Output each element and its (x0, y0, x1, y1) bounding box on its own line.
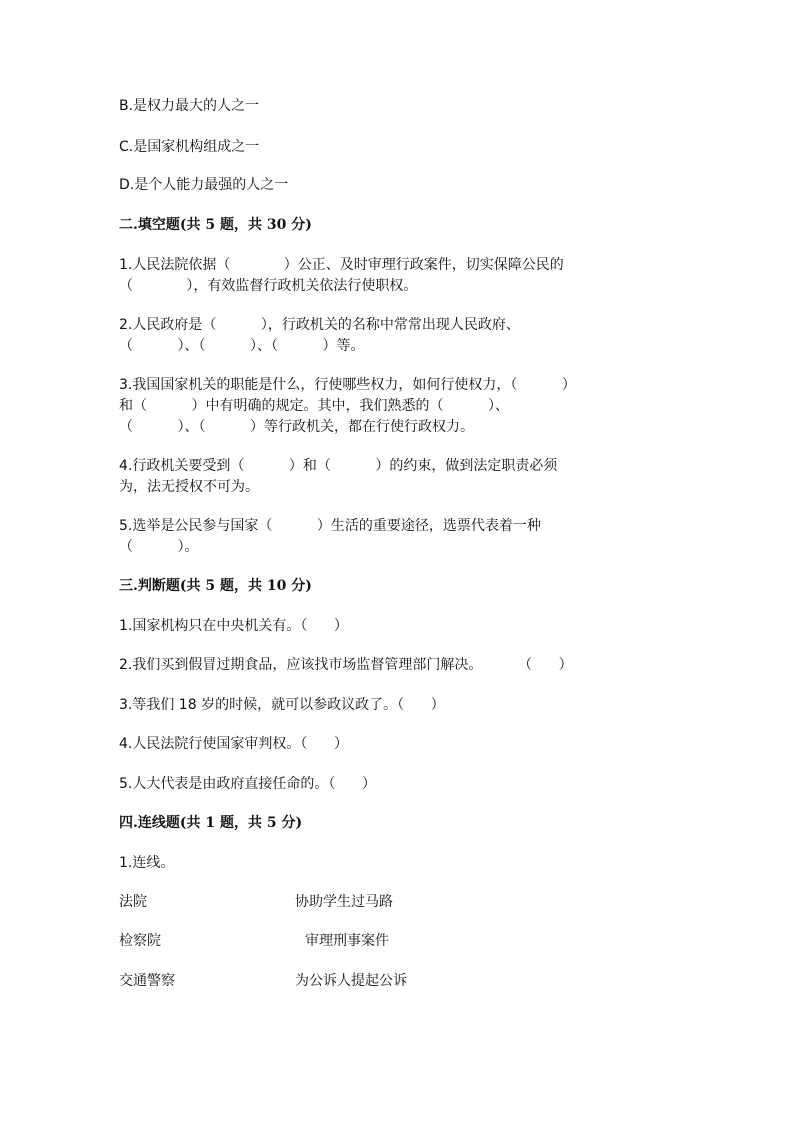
match-right-item: 协助学生过马路 (295, 894, 393, 910)
judge-q1: 1.国家机构只在中央机关有。（ ） (119, 618, 349, 634)
judge-q3: 3.等我们 18 岁的时候，就可以参政议政了。（ ） (119, 697, 445, 713)
match-right-item: 审理刑事案件 (305, 933, 389, 949)
match-right-item: 为公诉人提起公诉 (295, 973, 407, 989)
fill-q4-line1: 4.行政机关要受到（ ）和（ ）的约束，做到法定职责必须 (119, 458, 558, 474)
match-left-item: 检察院 (119, 933, 161, 949)
fill-q3-line1: 3.我国国家机关的职能是什么，行使哪些权力，如何行使权力，（ ） (119, 377, 576, 393)
fill-q3-line2: 和（ ）中有明确的规定。其中，我们熟悉的（ ）、 (119, 398, 510, 414)
judge-q5: 5.人大代表是由政府直接任命的。（ ） (119, 776, 377, 792)
fill-q5-line2: （ ）。 (119, 539, 199, 555)
fill-q1-line1: 1.人民法院依据（ ）公正、及时审理行政案件，切实保障公民的 (119, 257, 564, 273)
fill-q2-line2: （ ）、（ ）、（ ）等。 (119, 338, 365, 354)
fill-q1-line2: （ ），有效监督行政机关依法行使职权。 (119, 278, 418, 294)
judge-q2: 2.我们买到假冒过期食品，应该找市场监督管理部门解决。 （ ） (119, 657, 573, 673)
fill-q2-line1: 2.人民政府是（ ），行政机关的名称中常常出现人民政府、 (119, 317, 520, 333)
match-left-item: 交通警察 (119, 973, 175, 989)
option-d: D.是个人能力最强的人之一 (119, 177, 289, 193)
fill-q5-line1: 5.选举是公民参与国家（ ）生活的重要途径，选票代表着一种 (119, 518, 541, 534)
judge-q4: 4.人民法院行使国家审判权。（ ） (119, 736, 349, 752)
option-b: B.是权力最大的人之一 (119, 98, 260, 114)
section3-heading: 三.判断题(共 5 题，共 10 分) (119, 578, 312, 594)
option-c: C.是国家机构组成之一 (119, 139, 260, 155)
fill-q3-line3: （ ）、（ ）等行政机关，都在行使行政权力。 (119, 419, 475, 435)
match-left-item: 法院 (119, 894, 147, 910)
fill-q4-line2: 为，法无授权不可为。 (119, 479, 259, 495)
section2-heading: 二.填空题(共 5 题，共 30 分) (119, 217, 312, 233)
section4-heading: 四.连线题(共 1 题，共 5 分) (119, 815, 303, 831)
match-question: 1.连线。 (119, 855, 175, 871)
